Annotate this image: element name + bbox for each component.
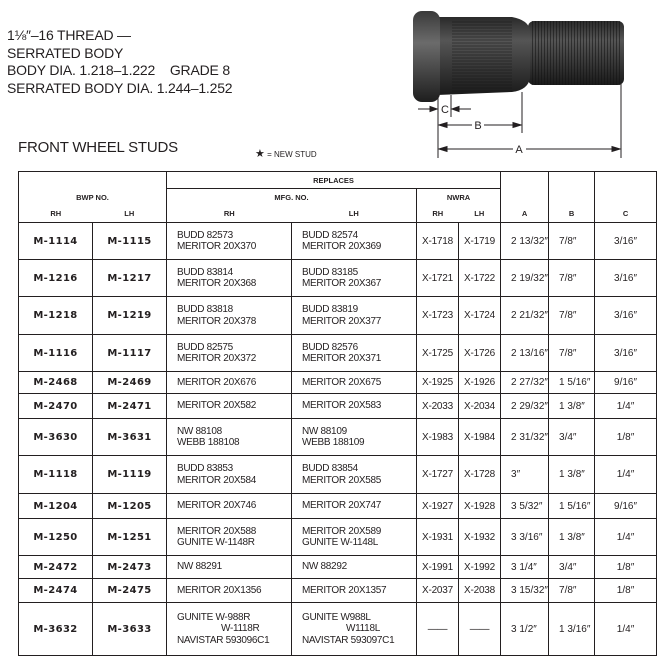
nwra-lh-cell: X-1726 xyxy=(459,335,501,372)
dim-a-cell: 2 19/32″ xyxy=(501,260,549,297)
bwp-rh-cell: M-2468 xyxy=(19,372,93,394)
dim-label-b: B xyxy=(474,120,482,132)
table-row xyxy=(19,556,657,579)
header-mfg-rh: RH xyxy=(167,206,292,223)
bwp-rh-cell: M-2470 xyxy=(19,394,93,419)
bwp-rh-cell: M-1204 xyxy=(19,494,93,519)
table-row xyxy=(19,297,657,335)
dim-c-cell: 3/16″ xyxy=(595,297,657,335)
mfg-line: MERITOR 20X367 xyxy=(302,278,381,289)
mfg-line: MERITOR 20X1356 xyxy=(177,584,262,596)
mfg-line: MERITOR 20X371 xyxy=(302,353,381,364)
dim-a-cell: 2 29/32″ xyxy=(501,394,549,419)
mfg-rh-cell xyxy=(167,419,292,456)
nwra-rh-cell: X-1991 xyxy=(417,556,459,579)
table-body xyxy=(19,223,657,656)
dim-c-cell: 9/16″ xyxy=(595,494,657,519)
mfg-line: NW 88291 xyxy=(177,561,222,573)
dim-b-cell: 7/8″ xyxy=(549,260,595,297)
mfg-line: MERITOR 20X584 xyxy=(177,474,256,486)
header-nwra: NWRA xyxy=(417,189,501,206)
dim-b-cell: 3/4″ xyxy=(549,556,595,579)
mfg-line: GUNITE W-1148L xyxy=(302,537,379,548)
table-row xyxy=(19,579,657,603)
nwra-lh-cell: X-1928 xyxy=(459,494,501,519)
mfg-rh-cell xyxy=(167,579,292,603)
table-row xyxy=(19,335,657,372)
nwra-rh-cell: X-1723 xyxy=(417,297,459,335)
mfg-rh-cell xyxy=(167,603,292,656)
nwra-lh-cell: —— xyxy=(459,603,501,656)
bwp-rh-cell: M-1118 xyxy=(19,456,93,494)
mfg-line: BUDD 82576 xyxy=(302,341,358,353)
nwra-rh-cell: X-1931 xyxy=(417,519,459,556)
dim-a-cell: 3 1/2″ xyxy=(501,603,549,656)
mfg-line: WEBB 188108 xyxy=(177,437,240,448)
nwra-lh-cell: X-2038 xyxy=(459,579,501,603)
bwp-lh-cell: M-1205 xyxy=(93,494,167,519)
mfg-rh-cell xyxy=(167,335,292,372)
nwra-lh-cell: X-2034 xyxy=(459,394,501,419)
bwp-rh-cell: M-1116 xyxy=(19,335,93,372)
mfg-lh-cell xyxy=(292,519,417,556)
dim-c-cell: 3/16″ xyxy=(595,223,657,260)
mfg-line: BUDD 83853 xyxy=(177,463,233,474)
mfg-line: W1118L xyxy=(346,623,380,635)
dim-b-cell: 7/8″ xyxy=(549,335,595,372)
nwra-lh-cell: X-1932 xyxy=(459,519,501,556)
table-row xyxy=(19,419,657,456)
mfg-line: MERITOR 20X675 xyxy=(302,376,381,388)
header-mfg-no: MFG. NO. xyxy=(167,189,417,206)
bwp-lh-cell: M-2475 xyxy=(93,579,167,603)
dim-c-cell: 1/8″ xyxy=(595,556,657,579)
section-title: FRONT WHEEL STUDS xyxy=(18,139,178,156)
bwp-rh-cell: M-3630 xyxy=(19,419,93,456)
mfg-rh-cell xyxy=(167,260,292,297)
star-icon: ★ xyxy=(255,148,265,160)
mfg-line: NW 88109 xyxy=(302,425,347,437)
dim-b-cell: 1 5/16″ xyxy=(549,494,595,519)
dim-c-cell: 1/8″ xyxy=(595,579,657,603)
new-stud-legend xyxy=(255,147,317,160)
dim-label-a: A xyxy=(515,144,523,156)
bwp-rh-cell: M-2472 xyxy=(19,556,93,579)
mfg-rh-cell xyxy=(167,494,292,519)
stud-photo xyxy=(413,11,624,102)
dim-b-cell: 1 3/8″ xyxy=(549,519,595,556)
mfg-lh-cell xyxy=(292,335,417,372)
mfg-line: NW 88108 xyxy=(177,425,222,437)
dim-c-cell: 1/4″ xyxy=(595,394,657,419)
mfg-line: MERITOR 20X378 xyxy=(177,315,256,327)
dim-b-cell: 1 3/16″ xyxy=(549,603,595,656)
header-bwp-rh: RH xyxy=(19,206,93,223)
mfg-line: MERITOR 20X370 xyxy=(177,241,256,252)
dim-a-cell: 3 3/16″ xyxy=(501,519,549,556)
front-wheel-studs-table xyxy=(18,171,657,656)
nwra-lh-cell: X-1992 xyxy=(459,556,501,579)
nwra-rh-cell: X-1727 xyxy=(417,456,459,494)
mfg-line: BUDD 83185 xyxy=(302,266,358,278)
bwp-lh-cell: M-3631 xyxy=(93,419,167,456)
nwra-rh-cell: X-1925 xyxy=(417,372,459,394)
mfg-line: GUNITE W988L xyxy=(302,611,371,623)
nwra-rh-cell: X-1725 xyxy=(417,335,459,372)
header-nwra-lh: LH xyxy=(459,206,501,223)
nwra-rh-cell: X-1721 xyxy=(417,260,459,297)
mfg-line: NW 88292 xyxy=(302,561,347,573)
bwp-rh-cell: M-1216 xyxy=(19,260,93,297)
mfg-line: BUDD 83818 xyxy=(177,304,233,315)
mfg-lh-cell xyxy=(292,419,417,456)
mfg-line: GUNITE W-1148R xyxy=(177,537,255,548)
mfg-lh-cell xyxy=(292,394,417,419)
dim-a-cell: 3 15/32″ xyxy=(501,579,549,603)
table-row xyxy=(19,394,657,419)
mfg-line: BUDD 82574 xyxy=(302,229,358,241)
mfg-line: GUNITE W-988R xyxy=(177,611,251,623)
dim-a-cell: 2 13/32″ xyxy=(501,223,549,260)
bwp-lh-cell: M-1115 xyxy=(93,223,167,260)
mfg-lh-cell xyxy=(292,297,417,335)
mfg-line: NAVISTAR 593096C1 xyxy=(177,634,270,646)
nwra-lh-cell: X-1926 xyxy=(459,372,501,394)
mfg-line: MERITOR 20X676 xyxy=(177,376,256,388)
mfg-line: MERITOR 20X368 xyxy=(177,278,256,289)
header-nwra-rh: RH xyxy=(417,206,459,223)
bwp-lh-cell: M-1217 xyxy=(93,260,167,297)
nwra-rh-cell: X-1983 xyxy=(417,419,459,456)
mfg-line: BUDD 83814 xyxy=(177,266,233,278)
header-mfg-lh: LH xyxy=(292,206,417,223)
dim-c-cell: 3/16″ xyxy=(595,260,657,297)
dim-a-cell: 3 1/4″ xyxy=(501,556,549,579)
dim-c-cell: 1/4″ xyxy=(595,519,657,556)
mfg-line: BUDD 83854 xyxy=(302,463,358,474)
header-a: A xyxy=(501,206,549,223)
mfg-line: MERITOR 20X372 xyxy=(177,353,256,364)
bwp-lh-cell: M-1219 xyxy=(93,297,167,335)
mfg-line: MERITOR 20X588 xyxy=(177,525,256,537)
mfg-lh-cell xyxy=(292,372,417,394)
mfg-rh-cell xyxy=(167,394,292,419)
header-c: C xyxy=(595,206,657,223)
mfg-line: MERITOR 20X747 xyxy=(302,500,381,512)
bwp-rh-cell: M-1250 xyxy=(19,519,93,556)
header-bwp-no: BWP NO. xyxy=(19,189,167,206)
mfg-rh-cell xyxy=(167,519,292,556)
dim-c-cell: 3/16″ xyxy=(595,335,657,372)
nwra-lh-cell: X-1719 xyxy=(459,223,501,260)
nwra-rh-cell: —— xyxy=(417,603,459,656)
dim-c-cell: 1/4″ xyxy=(595,603,657,656)
bwp-lh-cell: M-1251 xyxy=(93,519,167,556)
mfg-lh-cell xyxy=(292,260,417,297)
table-row xyxy=(19,456,657,494)
header-replaces: REPLACES xyxy=(167,172,501,189)
spec-line-body-dia: BODY DIA. 1.218–1.222 GRADE 8 xyxy=(7,62,230,78)
dim-a-cell: 2 13/16″ xyxy=(501,335,549,372)
dim-a-cell: 2 21/32″ xyxy=(501,297,549,335)
header-bwp-top xyxy=(19,172,167,189)
mfg-line: BUDD 82573 xyxy=(177,229,233,241)
nwra-rh-cell: X-1927 xyxy=(417,494,459,519)
mfg-line: MERITOR 20X1357 xyxy=(302,584,387,596)
spec-line-serrated-dia: SERRATED BODY DIA. 1.244–1.252 xyxy=(7,79,233,96)
bwp-rh-cell: M-1218 xyxy=(19,297,93,335)
nwra-lh-cell: X-1984 xyxy=(459,419,501,456)
dim-b-cell: 1 3/8″ xyxy=(549,394,595,419)
mfg-rh-cell xyxy=(167,372,292,394)
dim-c-cell: 9/16″ xyxy=(595,372,657,394)
mfg-lh-cell xyxy=(292,223,417,260)
mfg-lh-cell xyxy=(292,579,417,603)
bwp-rh-cell: M-3632 xyxy=(19,603,93,656)
mfg-lh-cell xyxy=(292,494,417,519)
dim-label-c: C xyxy=(441,104,449,116)
mfg-line: MERITOR 20X377 xyxy=(302,315,381,327)
mfg-line: W-1118R xyxy=(221,623,260,635)
nwra-rh-cell: X-2037 xyxy=(417,579,459,603)
mfg-line: BUDD 83819 xyxy=(302,304,358,315)
dim-a-cell: 3″ xyxy=(501,456,549,494)
mfg-rh-cell xyxy=(167,556,292,579)
dim-b-cell: 3/4″ xyxy=(549,419,595,456)
nwra-rh-cell: X-2033 xyxy=(417,394,459,419)
dim-b-cell: 1 3/8″ xyxy=(549,456,595,494)
dim-b-cell: 7/8″ xyxy=(549,579,595,603)
dim-c-cell: 1/8″ xyxy=(595,419,657,456)
bwp-lh-cell: M-3633 xyxy=(93,603,167,656)
dim-a-cell: 2 31/32″ xyxy=(501,419,549,456)
spec-line-body: SERRATED BODY xyxy=(7,44,124,61)
mfg-rh-cell xyxy=(167,223,292,260)
bwp-rh-cell: M-2474 xyxy=(19,579,93,603)
mfg-lh-cell xyxy=(292,603,417,656)
mfg-line: MERITOR 20X589 xyxy=(302,525,381,537)
mfg-rh-cell xyxy=(167,456,292,494)
mfg-line: MERITOR 20X582 xyxy=(177,400,256,412)
nwra-lh-cell: X-1722 xyxy=(459,260,501,297)
mfg-rh-cell xyxy=(167,297,292,335)
dim-a-cell: 2 27/32″ xyxy=(501,372,549,394)
table-row xyxy=(19,260,657,297)
dim-b-cell: 1 5/16″ xyxy=(549,372,595,394)
nwra-lh-cell: X-1724 xyxy=(459,297,501,335)
dim-c-cell: 1/4″ xyxy=(595,456,657,494)
table-row xyxy=(19,519,657,556)
nwra-lh-cell: X-1728 xyxy=(459,456,501,494)
mfg-line: MERITOR 20X746 xyxy=(177,500,256,512)
table-row xyxy=(19,603,657,656)
mfg-lh-cell xyxy=(292,556,417,579)
bwp-lh-cell: M-1117 xyxy=(93,335,167,372)
dim-b-cell: 7/8″ xyxy=(549,297,595,335)
table-row xyxy=(19,372,657,394)
mfg-line: MERITOR 20X583 xyxy=(302,400,381,412)
mfg-line: WEBB 188109 xyxy=(302,437,365,448)
mfg-line: MERITOR 20X585 xyxy=(302,474,381,486)
bwp-lh-cell: M-2473 xyxy=(93,556,167,579)
spec-line-thread: 1⅛″–16 THREAD — xyxy=(7,27,131,43)
dim-b-cell: 7/8″ xyxy=(549,223,595,260)
header-b: B xyxy=(549,206,595,223)
mfg-line: NAVISTAR 593097C1 xyxy=(302,634,395,646)
bwp-lh-cell: M-2471 xyxy=(93,394,167,419)
bwp-lh-cell: M-2469 xyxy=(93,372,167,394)
mfg-lh-cell xyxy=(292,456,417,494)
dim-a-cell: 3 5/32″ xyxy=(501,494,549,519)
mfg-line: MERITOR 20X369 xyxy=(302,241,381,252)
table-row xyxy=(19,494,657,519)
header-bwp-lh: LH xyxy=(93,206,167,223)
table-row xyxy=(19,223,657,260)
nwra-rh-cell: X-1718 xyxy=(417,223,459,260)
mfg-line: BUDD 82575 xyxy=(177,341,233,353)
bwp-rh-cell: M-1114 xyxy=(19,223,93,260)
bwp-lh-cell: M-1119 xyxy=(93,456,167,494)
legend-text: = NEW STUD xyxy=(267,150,317,159)
